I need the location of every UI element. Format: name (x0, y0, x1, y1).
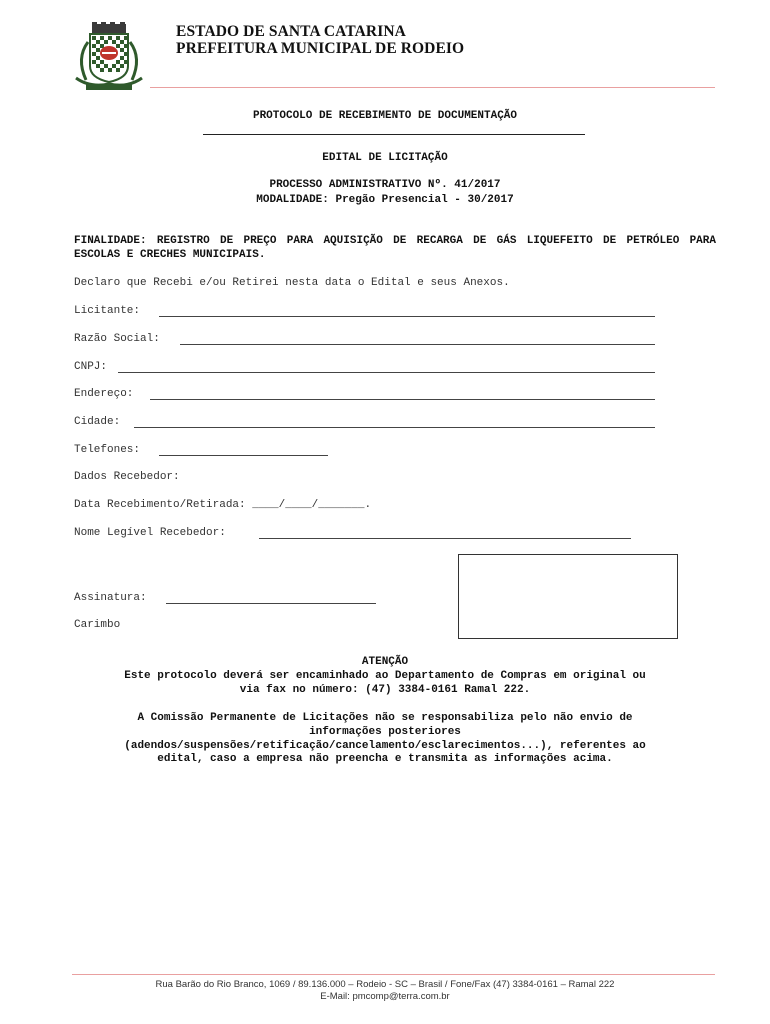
header-city: PREFEITURA MUNICIPAL DE RODEIO (176, 40, 465, 57)
carimbo-label: Carimbo (74, 619, 121, 631)
licitante-field[interactable] (159, 316, 655, 317)
assinatura-label: Assinatura: (74, 592, 147, 604)
declaration-text: Declaro que Recebi e/ou Retirei nesta data o Edital e seus Anexos. (74, 277, 510, 289)
telefones-field[interactable] (159, 455, 328, 456)
footer-divider (72, 974, 715, 975)
document-subtitle: EDITAL DE LICITAÇÃO (322, 152, 448, 164)
footer-address: Rua Barão do Rio Branco, 1069 / 89.136.000 – Rodeio - SC – Brasil / Fone/Fax (47) 3384-0161 – Ramal 222 (155, 979, 615, 990)
notice-line-4: informações posteriores (309, 726, 461, 738)
endereco-field[interactable] (150, 399, 655, 400)
footer-email: E-Mail: pmcomp@terra.com.br (320, 991, 450, 1002)
header-state: ESTADO DE SANTA CATARINA (176, 23, 406, 40)
notice-line-1: Este protocolo deverá ser encaminhado ao Departamento de Compras em original ou (124, 670, 646, 682)
razao-social-label: Razão Social: (74, 333, 160, 345)
endereco-label: Endereço: (74, 388, 134, 400)
nome-legivel-label: Nome Legível Recebedor: (74, 527, 226, 539)
cnpj-label: CNPJ: (74, 361, 108, 373)
dados-recebedor-label: Dados Recebedor: (74, 471, 180, 483)
nome-legivel-field[interactable] (259, 538, 631, 539)
cidade-label: Cidade: (74, 416, 121, 428)
telefones-label: Telefones: (74, 444, 141, 456)
cidade-field[interactable] (134, 427, 655, 428)
title-underline (203, 134, 585, 135)
cnpj-field[interactable] (118, 372, 655, 373)
data-recebimento-field[interactable]: Data Recebimento/Retirada: ____/____/_______. (74, 499, 372, 511)
finalidade-text: FINALIDADE: REGISTRO DE PREÇO PARA AQUISIÇÃO DE RECARGA DE GÁS LIQUEFEITO DE PETRÓLEO PARA ESCOLAS E CRECHES MUNICIPAIS. (74, 235, 716, 261)
modalidade: MODALIDADE: Pregão Presencial - 30/2017 (256, 194, 514, 206)
assinatura-field[interactable] (166, 603, 376, 604)
licitante-label: Licitante: (74, 305, 141, 317)
header-divider (150, 87, 715, 88)
notice-heading: ATENÇÃO (361, 656, 409, 668)
municipal-coat-of-arms-icon (72, 22, 146, 92)
notice-line-3: A Comissão Permanente de Licitações não se responsabiliza pelo não envio de (137, 712, 633, 724)
notice-line-5: (adendos/suspensões/retificação/cancelamento/esclarecimentos...), referentes ao (124, 740, 646, 752)
carimbo-box[interactable] (458, 554, 678, 639)
document-title: PROTOCOLO DE RECEBIMENTO DE DOCUMENTAÇÃO (252, 110, 518, 122)
notice-line-2: via fax no número: (47) 3384-0161 Ramal 222. (239, 684, 531, 696)
razao-social-field[interactable] (180, 344, 655, 345)
notice-line-6: edital, caso a empresa não preencha e transmita as informações acima. (157, 753, 613, 765)
processo-number: PROCESSO ADMINISTRATIVO Nº. 41/2017 (269, 179, 501, 191)
